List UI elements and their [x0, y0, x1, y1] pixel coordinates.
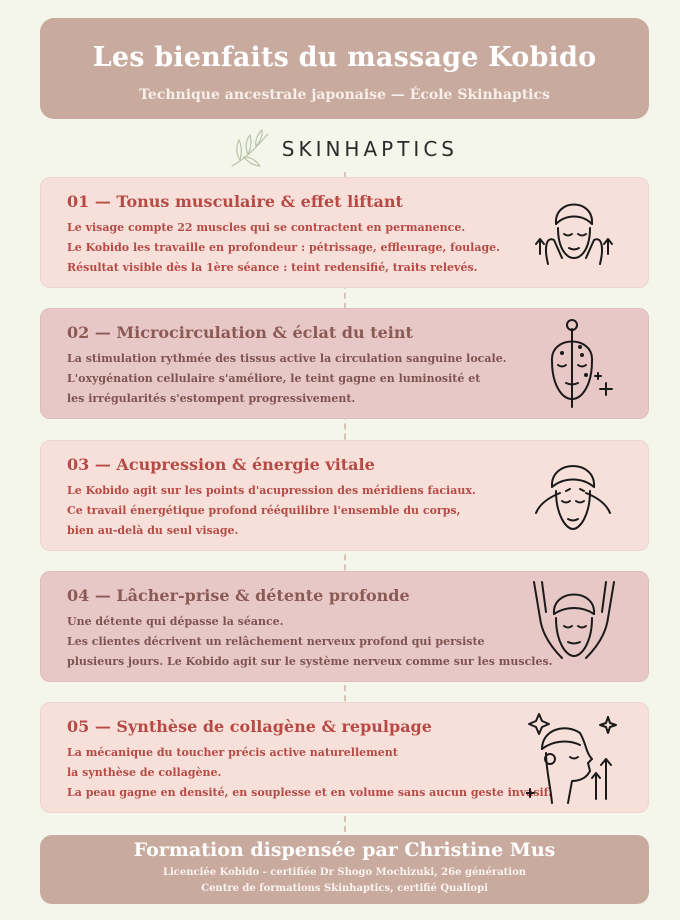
benefit-card-line: Une détente qui dépasse la séance. [67, 615, 284, 628]
benefit-card-5 [40, 702, 649, 813]
benefit-card-line: les irrégularités s'estompent progressivement. [67, 392, 356, 405]
face-profile-arrows-icon [526, 709, 622, 807]
benefit-card-line: Ce travail énergétique profond rééquilibre l'ensemble du corps, [67, 504, 461, 517]
page-subtitle: Technique ancestrale japonaise — École Skinhaptics [139, 87, 550, 103]
benefit-card-title: 04 — Lâcher-prise & détente profonde [67, 586, 410, 605]
face-lift-hands-icon [526, 184, 622, 282]
relaxed-face-hands-icon [526, 578, 622, 676]
leaf-sprig-icon [228, 126, 276, 172]
footer-title: Formation dispensée par Christine Mus [133, 839, 556, 861]
footer-banner [40, 835, 649, 904]
footer-credential: Licenciée Kobido - certifiée Dr Shogo Mochizuki, 26e génération [162, 867, 527, 878]
page-title: Les bienfaits du massage Kobido [92, 42, 597, 73]
benefit-card-3 [40, 440, 649, 551]
benefit-card-line: La mécanique du toucher précis active naturellement [67, 746, 398, 759]
glowing-face-icon [526, 315, 622, 413]
benefit-card-line: La stimulation rythmée des tissus active la circulation sanguine locale. [67, 352, 507, 365]
benefit-card-line: Le Kobido les travaille en profondeur : pétrissage, effleurage, foulage. [67, 241, 501, 254]
benefit-card-2 [40, 308, 649, 419]
brand-name: SKINHAPTICS [281, 137, 458, 161]
benefit-card-line: Le visage compte 22 muscles qui se contractent en permanence. [67, 221, 466, 234]
benefit-card-line: bien au-delà du seul visage. [67, 524, 239, 537]
header-banner [40, 18, 649, 119]
benefit-card-line: plusieurs jours. Le Kobido agit sur le système nerveux comme sur les muscles. [67, 655, 553, 668]
face-acupressure-icon [526, 447, 622, 545]
benefit-card-line: la synthèse de collagène. [67, 766, 222, 779]
benefit-card-4 [40, 571, 649, 682]
benefit-card-title: 02 — Microcirculation & éclat du teint [67, 323, 413, 342]
benefit-card-title: 01 — Tonus musculaire & effet liftant [67, 192, 403, 211]
benefit-card-line: La peau gagne en densité, en souplesse et en volume sans aucun geste invasif. [67, 786, 552, 799]
benefit-card-line: Le Kobido agit sur les points d'acupression des méridiens faciaux. [67, 484, 476, 497]
footer-certification: Centre de formations Skinhaptics, certifié Qualiopi [201, 883, 488, 894]
brand-logo [228, 126, 458, 172]
benefit-card-line: Résultat visible dès la 1ère séance : teint redensifié, traits relevés. [67, 261, 478, 274]
benefit-card-line: L'oxygénation cellulaire s'améliore, le teint gagne en luminosité et [67, 372, 481, 385]
benefit-card-title: 05 — Synthèse de collagène & repulpage [67, 717, 432, 736]
benefit-card-line: Les clientes décrivent un relâchement nerveux profond qui persiste [67, 635, 485, 648]
benefit-card-title: 03 — Acupression & énergie vitale [67, 455, 375, 474]
benefit-card-1 [40, 177, 649, 288]
